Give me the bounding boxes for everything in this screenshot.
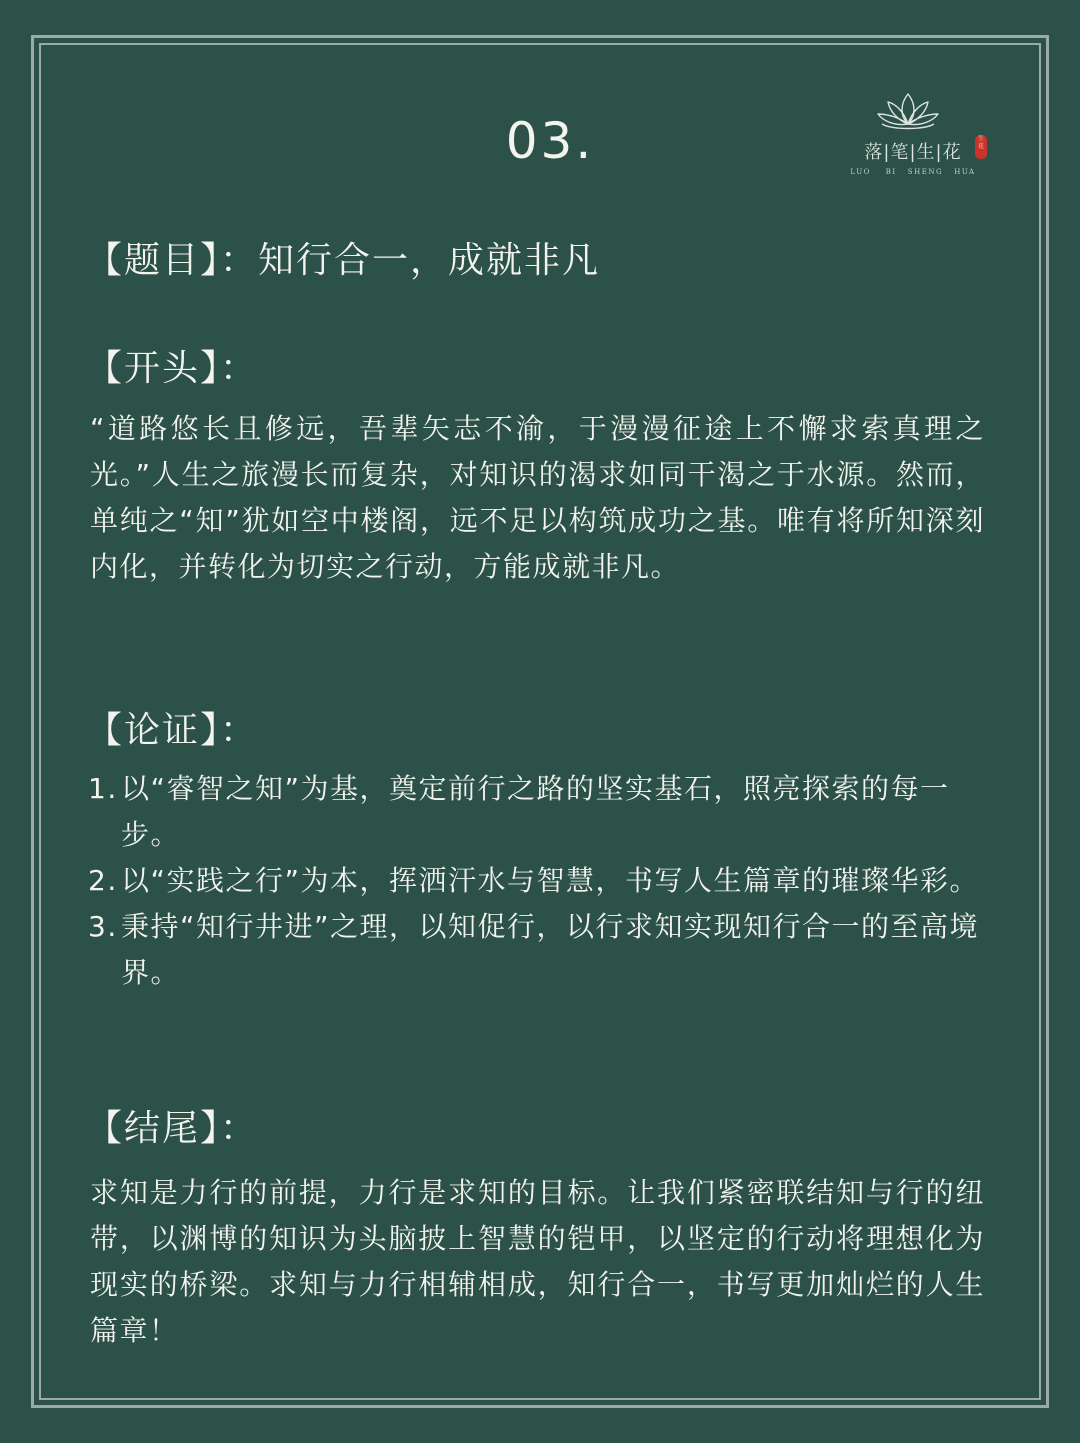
topic-heading: 【题目】：知行合一，成就非凡 — [86, 240, 601, 281]
list-number: 3. — [88, 910, 118, 943]
logo-subtitle: LUO BI SHENG HUA — [850, 168, 976, 176]
argument-list — [88, 766, 988, 996]
list-text: 以“实践之行”为本，挥洒汗水与智慧，书写人生篇章的璀璨华彩。 — [121, 864, 980, 897]
list-item — [88, 858, 988, 904]
list-text: 秉持“知行井进”之理，以知促行，以行求知实现知行合一的至高境界。 — [121, 910, 980, 989]
page-number: 03. — [505, 112, 595, 170]
ending-heading: 【结尾】： — [86, 1108, 259, 1149]
lotus-icon — [838, 88, 988, 133]
list-number: 1. — [88, 772, 118, 805]
list-item — [88, 904, 988, 996]
list-text: 以“睿智之知”为基，奠定前行之路的坚实基石，照亮探索的每一步。 — [121, 772, 950, 851]
logo-title: 落|笔|生|花 — [864, 142, 962, 163]
list-item — [88, 766, 988, 858]
opening-heading: 【开头】： — [86, 348, 259, 389]
logo-seal: 生 花 — [975, 135, 987, 159]
ending-paragraph: 求知是力行的前提，力行是求知的目标。让我们紧密联结知与行的纽带，以渊博的知识为头脑披上智慧的铠甲，以坚定的行动将理想化为现实的桥梁。求知与力行相辅相成，知行合一，书写更加灿烂的人生篇章！ — [90, 1176, 985, 1347]
brand-logo — [838, 88, 998, 183]
opening-paragraph: “道路悠长且修远，吾辈矢志不渝，于漫漫征途上不懈求索真理之光。”人生之旅漫长而复杂，对知识的渴求如同干渴之于水源。然而，单纯之“知”犹如空中楼阁，远不足以构筑成功之基。唯有将所知深刻内化，并转化为切实之行动，方能成就非凡。 — [90, 412, 985, 583]
argument-heading: 【论证】： — [86, 710, 259, 751]
list-number: 2. — [88, 864, 118, 897]
